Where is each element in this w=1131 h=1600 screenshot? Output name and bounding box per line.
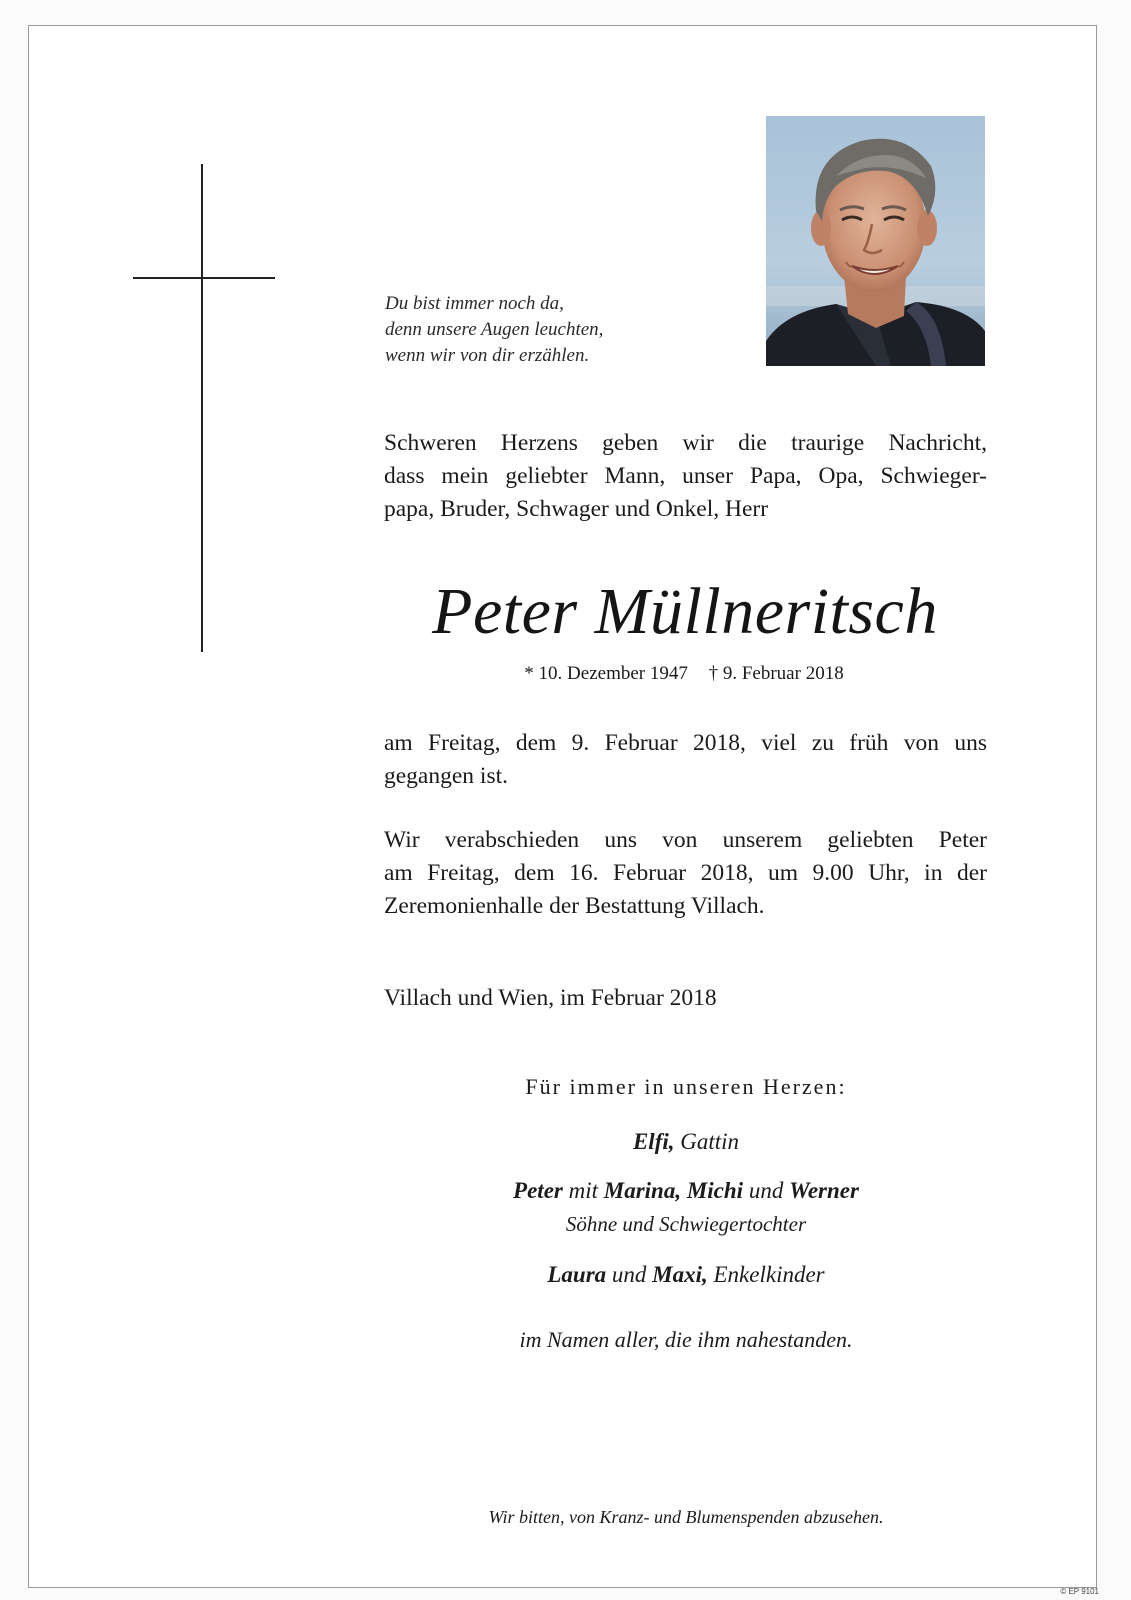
farewell-line: Wir verabschieden uns von unserem geliebten Peter <box>384 827 987 853</box>
print-code: © EP 9101 <box>1060 1587 1099 1596</box>
grandchild-name: Maxi, <box>652 1262 708 1287</box>
quote-line: Du bist immer noch da, <box>385 293 564 314</box>
portrait-photo <box>766 116 985 366</box>
intro-line: Schweren Herzens geben wir die traurige Nachricht, <box>384 430 987 456</box>
life-dates <box>384 661 984 687</box>
grandchildren-role: Enkelkinder <box>713 1262 825 1287</box>
wife-role: Gattin <box>680 1129 740 1154</box>
farewell-line: am Freitag, dem 16. Februar 2018, um 9.00 Uhr, in der <box>384 860 987 886</box>
cross-icon-bar <box>133 277 275 279</box>
intro-paragraph <box>384 427 987 526</box>
connector-text: und <box>611 1262 647 1287</box>
intro-line: papa, Bruder, Schwager und Onkel, Herr <box>384 496 769 522</box>
death-date: † 9. Februar 2018 <box>708 663 844 684</box>
passing-paragraph <box>384 727 987 793</box>
cross-icon <box>201 164 203 652</box>
connector-text: und <box>748 1178 784 1203</box>
passing-line: am Freitag, dem 9. Februar 2018, viel zu früh von uns <box>384 730 987 756</box>
connector-text: mit <box>568 1178 598 1203</box>
place-date: Villach und Wien, im Februar 2018 <box>384 985 717 1011</box>
quote-line: denn unsere Augen leuchten, <box>385 319 604 340</box>
on-behalf-line: im Namen aller, die ihm nahestanden. <box>519 1327 853 1352</box>
grandchild-name: Laura <box>547 1262 607 1287</box>
family-names: Marina, Michi <box>603 1178 744 1203</box>
mourners-heading: Für immer in unseren Herzen: <box>525 1074 847 1099</box>
sons-role: Söhne und Schwiegertochter <box>565 1212 807 1236</box>
farewell-paragraph <box>384 824 987 923</box>
birth-date: * 10. Dezember 1947 <box>524 663 688 684</box>
deceased-name: Peter Müllneritsch <box>432 575 938 648</box>
quote-line: wenn wir von dir erzählen. <box>385 345 590 366</box>
wife-name: Elfi, <box>632 1129 675 1154</box>
passing-line: gegangen ist. <box>384 763 508 789</box>
flower-request: Wir bitten, von Kranz- und Blumenspenden abzusehen. <box>488 1507 884 1527</box>
farewell-line: Zeremonienhalle der Bestattung Villach. <box>384 893 765 919</box>
mourner-wife <box>384 1126 988 1158</box>
intro-line: dass mein geliebter Mann, unser Papa, Opa, Schwieger- <box>384 463 987 489</box>
son-name: Peter <box>513 1178 563 1203</box>
mourner-sons <box>384 1175 988 1207</box>
quote <box>385 291 745 369</box>
son-name: Werner <box>789 1178 859 1203</box>
mourner-grandchildren <box>384 1259 988 1291</box>
